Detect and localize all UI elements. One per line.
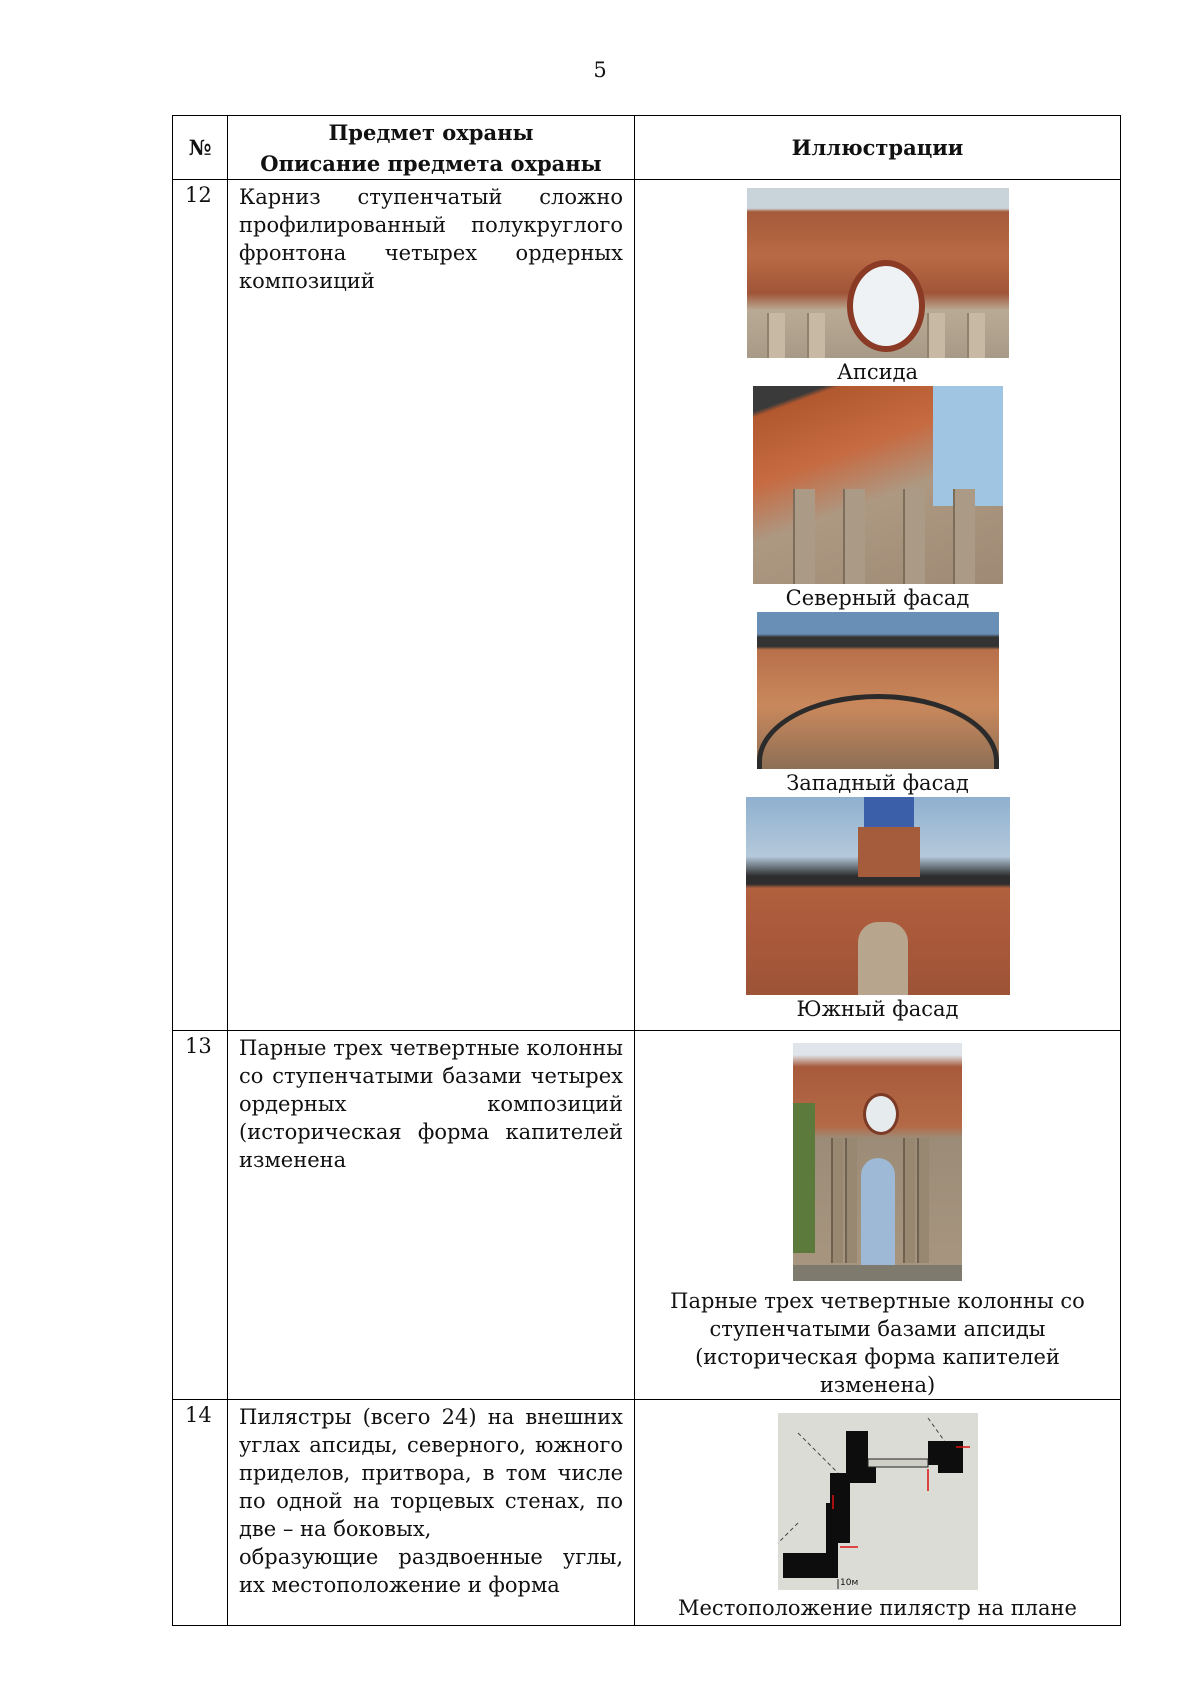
photo-west-facade-icon <box>757 612 999 769</box>
figure <box>635 180 1120 386</box>
header-subject-line2: Описание предмета охраны <box>260 150 602 176</box>
header-subject-line1: Предмет охраны <box>328 119 534 145</box>
illustrations-cell <box>635 1031 1121 1400</box>
page-number: 5 <box>593 58 607 82</box>
illustrations-cell <box>635 1400 1121 1626</box>
photo-south-facade-icon <box>746 797 1010 995</box>
figure <box>635 612 1120 797</box>
table-row <box>173 1031 1121 1400</box>
figure <box>635 1031 1120 1399</box>
table-row <box>173 1400 1121 1626</box>
description-text: образующие раздвоенные углы, их местоположение и форма <box>239 1545 623 1597</box>
figure-caption: Северный фасад <box>785 586 970 610</box>
row-description <box>228 180 635 1031</box>
row-description <box>228 1031 635 1400</box>
description-text: Карниз ступенчатый сложно профилированный полукруглого фронтона четырех ордерных композиций <box>239 185 623 293</box>
header-number: № <box>173 116 228 180</box>
figure-caption: Апсида <box>836 360 919 384</box>
row-number: 13 <box>173 1031 228 1400</box>
row-number: 14 <box>173 1400 228 1626</box>
illustrations-cell <box>635 180 1121 1031</box>
table-header-row <box>173 116 1121 180</box>
photo-apse-icon <box>747 188 1009 358</box>
protection-table <box>172 115 1121 1626</box>
figure <box>635 386 1120 612</box>
photo-paired-columns-icon <box>793 1043 962 1281</box>
figure-caption: Западный фасад <box>786 771 969 795</box>
figure <box>635 1400 1120 1622</box>
description-text: Парные трех четвертные колонны со ступенчатыми базами четырех ордерных композиций (историческая форма капителей изменена <box>239 1036 623 1172</box>
figure <box>635 797 1120 1023</box>
figure-caption: Парные трех четвертные колонны со ступенчатыми базами апсиды (историческая форма капителей изменена) <box>670 1289 1085 1397</box>
figure-caption: Южный фасад <box>796 997 959 1021</box>
photo-north-facade-icon <box>753 386 1003 584</box>
figure-caption: Местоположение пилястр на плане <box>678 1596 1077 1620</box>
plan-scale-label: 10м <box>839 1578 858 1588</box>
plan-drawing-icon <box>778 1413 978 1590</box>
header-subject <box>228 116 635 180</box>
table-row <box>173 180 1121 1031</box>
row-description <box>228 1400 635 1626</box>
header-illustrations: Иллюстрации <box>635 116 1121 180</box>
round-window-icon <box>847 260 925 352</box>
description-text: Пилястры (всего 24) на внешних углах апсиды, северного, южного приделов, притвора, в том числе по одной на торцевых стенах, по две – на боковых, <box>239 1405 623 1541</box>
row-number: 12 <box>173 180 228 1031</box>
